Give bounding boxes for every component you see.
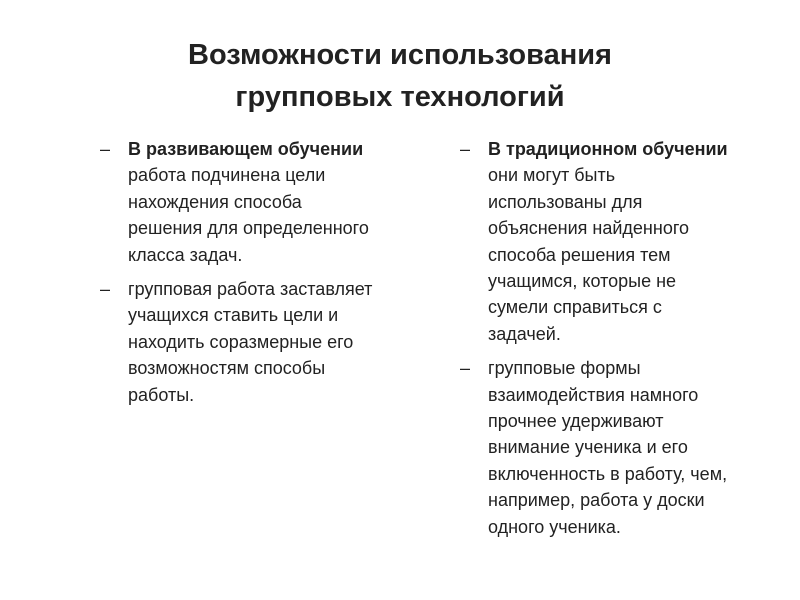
bullet-dash: – [460,358,471,379]
left-bullet-1-emphasis: В развивающем обучении [128,139,364,159]
left-bullet-1 [96,136,376,268]
right-bullet-1-text: они могут быть использованы для объяснения найденного способа решения тем учащимся, которые не сумели справиться с задачей. [488,165,690,344]
left-bullet-2 [96,276,376,408]
right-bullet-1-emphasis: В традиционном обучении [488,139,728,159]
bullet-dash: – [460,139,471,159]
bullet-dash: – [100,279,111,300]
slide-title [60,34,740,118]
left-bullet-1-text: работа подчинена цели нахождения способа решения для определенного класса задач. [128,165,369,265]
right-column [456,136,736,548]
slide-title-line-2: групповых технологий [235,81,565,113]
right-bullet-1 [456,136,736,347]
left-bullet-2-text: групповая работа заставляет учащихся ставить цели и находить соразмерные его возможностям способы работы. [128,279,373,405]
slide-title-line-1: Возможности использования [188,39,612,71]
bullet-dash: – [100,139,111,159]
right-bullet-2 [456,355,736,540]
left-column [96,136,376,416]
right-bullet-2-text: групповые формы взаимодействия намного прочнее удерживают внимание ученика и его включенность в работу, чем, например, работа у доски одного ученика. [488,358,728,537]
